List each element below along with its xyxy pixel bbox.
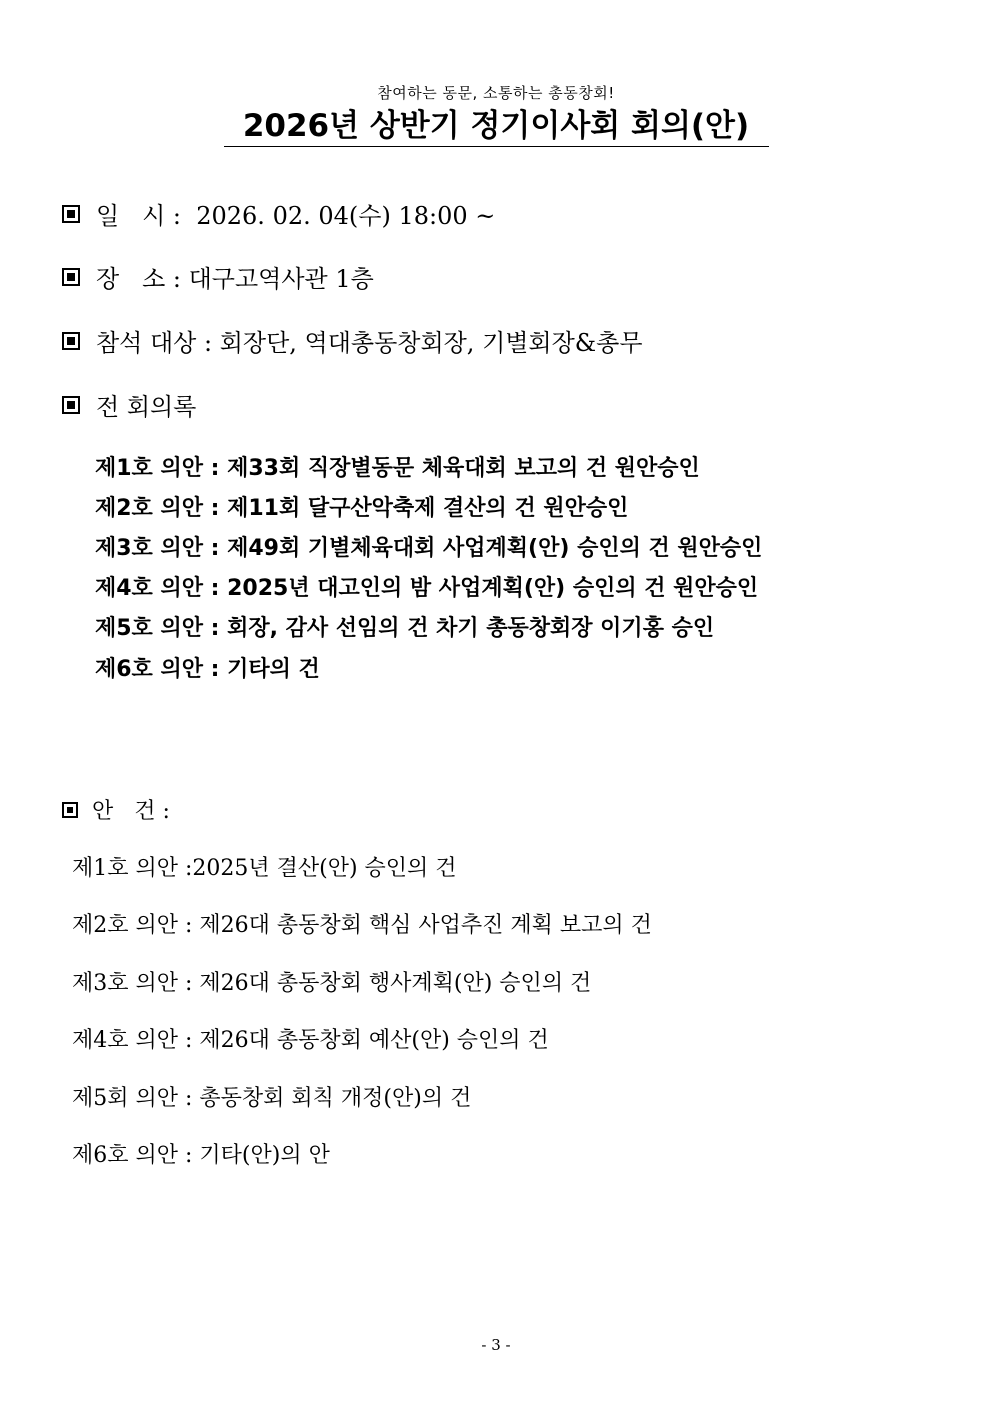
info-datetime-text: 일 시 : 2026. 02. 04(수) 18:00 ~ [96, 202, 496, 230]
agenda-item: 제1호 의안 :2025년 결산(안) 승인의 건 [72, 856, 457, 881]
info-datetime [62, 196, 495, 231]
previous-minutes-item: 제3호 의안 : 제49회 기별체육대회 사업계획(안) 승인의 건 원안승인 [95, 536, 763, 561]
previous-minutes-item: 제4호 의안 : 2025년 대고인의 밤 사업계획(안) 승인의 건 원안승인 [95, 576, 759, 601]
square-bullet-icon [62, 802, 78, 818]
previous-minutes-item: 제6호 의안 : 기타의 건 [95, 657, 320, 682]
agenda-item: 제6호 의안 : 기타(안)의 안 [72, 1143, 330, 1168]
square-bullet-icon [62, 396, 80, 414]
info-location-text: 장 소 : 대구고역사관 1층 [96, 265, 374, 293]
document-title: 2026년 상반기 정기이사회 회의(안) [242, 108, 750, 144]
document-subtitle: 참여하는 동문, 소통하는 총동창회! [377, 84, 615, 102]
info-attendees [62, 323, 643, 358]
info-attendees-text: 참석 대상 : 회장단, 역대총동창회장, 기별회장&총무 [96, 329, 643, 357]
info-location [62, 259, 374, 294]
agenda-item: 제5회 의안 : 총동창회 회칙 개정(안)의 건 [72, 1086, 472, 1111]
agenda-heading-text: 안 건 : [92, 799, 170, 824]
agenda-item: 제3호 의안 : 제26대 총동창회 행사계획(안) 승인의 건 [72, 971, 592, 996]
square-bullet-icon [62, 268, 80, 286]
previous-minutes-item: 제2호 의안 : 제11회 달구산악축제 결산의 건 원안승인 [95, 496, 629, 521]
previous-minutes-item: 제5호 의안 : 회장, 감사 선임의 건 차기 총동창회장 이기홍 승인 [95, 616, 715, 641]
previous-minutes-item: 제1호 의안 : 제33회 직장별동문 체육대회 보고의 건 원안승인 [95, 456, 700, 481]
title-underline [224, 146, 769, 147]
agenda-item: 제4호 의안 : 제26대 총동창회 예산(안) 승인의 건 [72, 1028, 549, 1053]
agenda-heading [62, 794, 170, 825]
square-bullet-icon [62, 332, 80, 350]
info-previous-minutes [62, 387, 196, 422]
square-bullet-icon [62, 205, 80, 223]
agenda-item: 제2호 의안 : 제26대 총동창회 핵심 사업추진 계획 보고의 건 [72, 913, 652, 938]
page-number: - 3 - [481, 1336, 511, 1354]
info-previous-minutes-text: 전 회의록 [96, 393, 197, 421]
